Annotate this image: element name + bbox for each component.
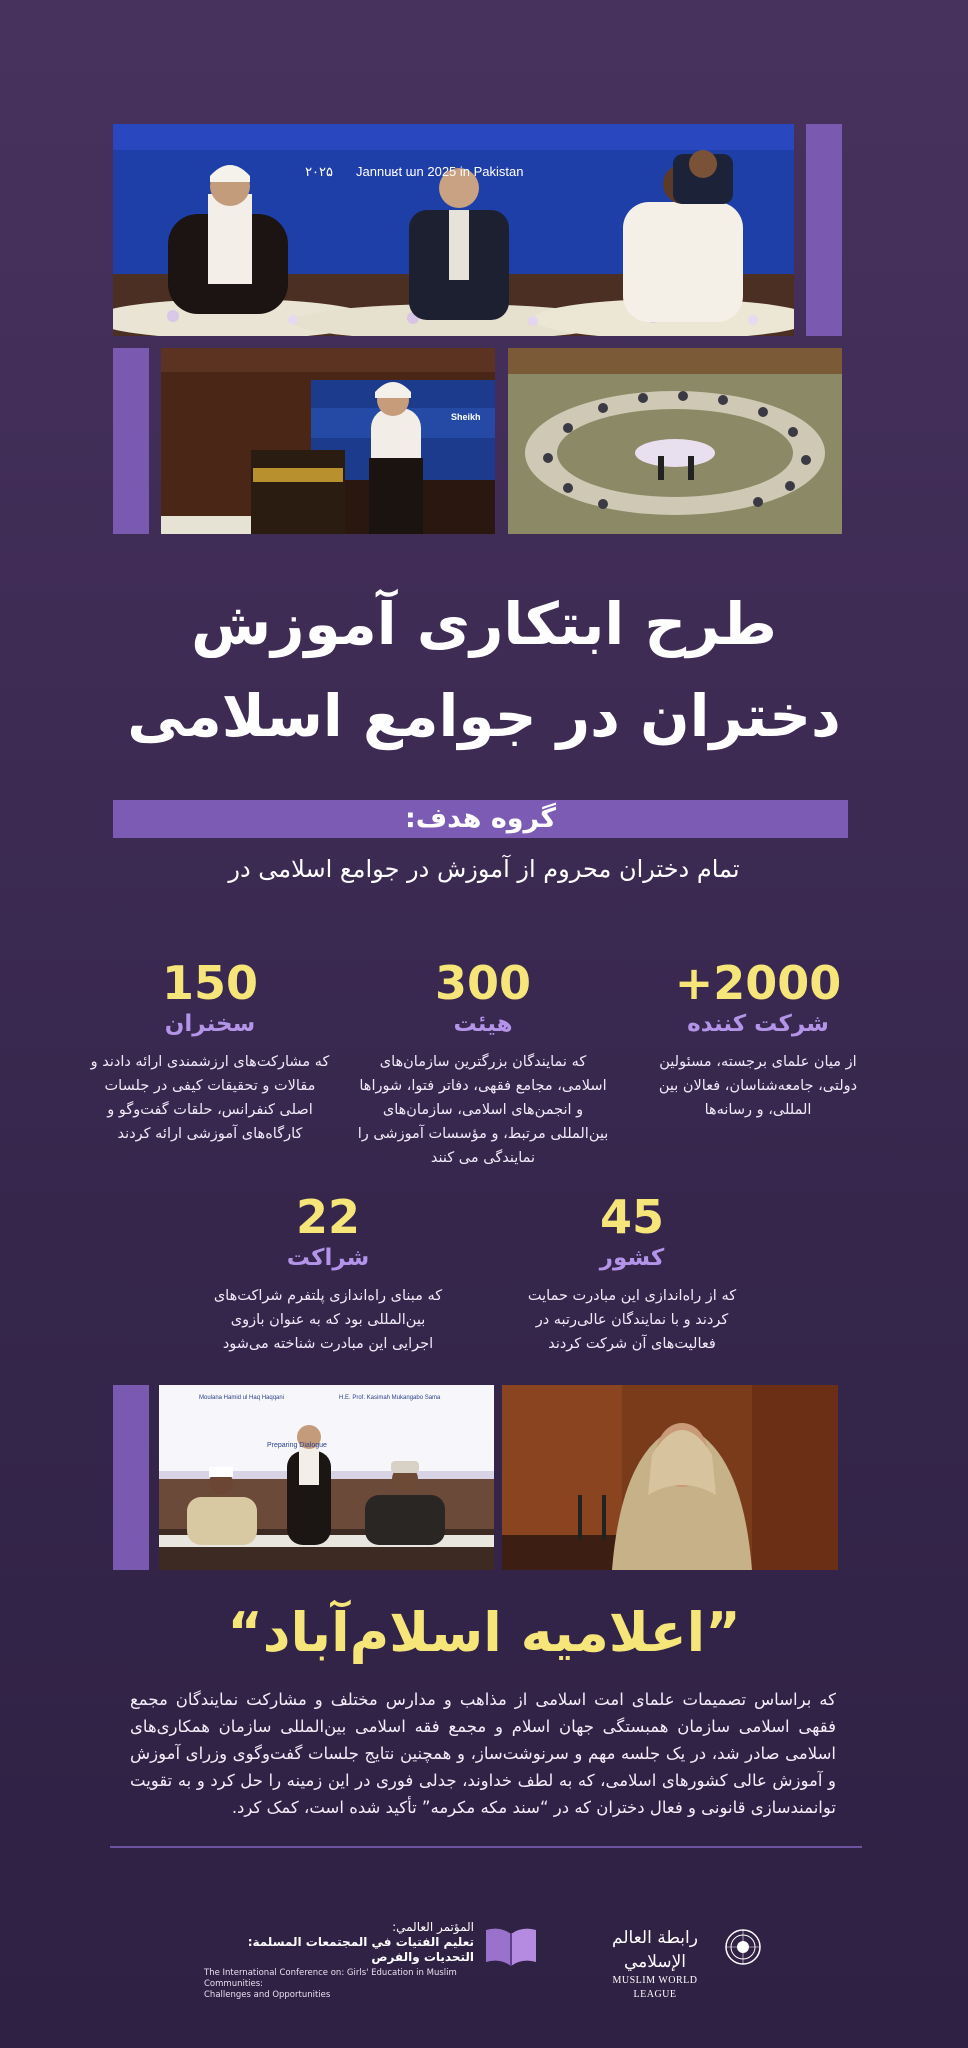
stat-countries-number: 45 [599,1190,664,1244]
declaration-title: ”اعلامیه اسلام‌آباد“ [227,1601,741,1664]
conference-book-logo [482,1924,540,1968]
stat-delegations-label: هیئت [453,1011,513,1037]
hero-banner-text-right: ۲۰۲۵ [305,164,333,179]
divider [110,1846,862,1848]
stat-speakers [90,956,330,1146]
stat-participants-desc: از میان علمای برجسته، مسئولین دولتی، جامعه‌شناسان، فعالان بین المللی، و رسانه‌ها [658,1054,858,1118]
mwl-logo-text [592,1926,718,2002]
stat-partnerships-desc: که مبنای راه‌اندازی پلتفرم شراکت‌های بین‌المللی بود که به عنوان بازوی اجرایی این مبادرت شناخته می‌شود [213,1288,443,1352]
target-group-text: تمام دختران محروم از آموزش در جوامع اسلامی در [228,855,740,883]
declaration-text: که براساس تصمیمات علمای امت اسلامی از مذاهب و مدارس مختلف و مشارکت نمایندگان مجمع فقهی اسلامی سازمان همبستگی جهان اسلام و مجمع فقه اسلامی بین‌المللی سازمان همکاری‌های اسلامی صادر شد، در یک جلسه مهم و سرنوشت‌ساز، و همچنین نتایج جلسات گفت‌وگوی وزرای آموزش و آموزش عالی کشورهای اسلامی، که به لطف خداوند، جدلی فوری در این زمینه را حل کرد و به تقویت توانمندسازی قانونی و فعال دختران که در “سند مکه مکرمه” تأکید شده است، کمک کرد. [130,1690,836,1817]
signing-name-right: H.E. Prof. Kasimah Mukangabo Sama [339,1395,441,1401]
stat-participants-number: 2000+ [674,956,842,1010]
speaker-podium-photo [161,348,495,534]
mwl-emblem-icon [724,1928,762,1966]
signing-banner: Preparing Dialogue [267,1442,327,1449]
footer-conference-en-line2: Challenges and Opportunities [204,1990,331,2000]
signing-ceremony-photo [159,1385,494,1570]
signing-name-left: Moulana Hamid ul Haq Haqqani [199,1395,285,1401]
stat-speakers-number: 150 [161,956,259,1010]
mwl-english-name: MUSLIM WORLD LEAGUE [612,1975,698,2000]
stat-participants-label: شرکت کننده [687,1011,829,1037]
round-table-hall-photo [508,348,842,534]
stat-delegations [355,956,611,1170]
footer-conference-ar-line1: المؤتمر العالمي: [392,1920,474,1934]
footer-conference [204,1920,474,2001]
stat-partnerships-number: 22 [295,1190,360,1244]
footer-conference-en-line1: The International Conference on: Girls' Education in Muslim Communities: [204,1968,457,1989]
footer-conference-ar-line2: تعليم الفتيات في المجتمعات المسلمة: التحديات والفرص [247,1935,474,1964]
hero-banner-text-left: Jannuʁt ɯn 2025 in Pakistan [356,164,524,179]
stat-speakers-label: سخنران [164,1011,256,1037]
stat-countries-label: کشور [599,1245,665,1271]
stat-participants [650,956,866,1122]
stat-partnerships-label: شراکت [286,1245,370,1271]
target-group-label: گروه هدف: [113,800,848,838]
mwl-arabic-name: رابطة العالم الإسلامي [612,1928,698,1972]
stat-delegations-number: 300 [434,956,532,1010]
hero-photo-officials [113,124,794,336]
stat-countries [522,1190,742,1356]
speaker-screen-caption: Sheikh [451,412,481,422]
accent-bar-mid-left [113,348,149,534]
stat-countries-desc: که از راه‌اندازی این مبادرت حمایت کردند و با نمایندگان عالی‌رتبه در فعالیت‌های آن شرکت کردند [527,1288,737,1352]
accent-bar-top-right [806,124,842,336]
accent-bar-bottom-left [113,1385,149,1570]
stat-delegations-desc: که نمایندگان بزرگترین سازمان‌های اسلامی، مجامع فقهی، دفاتر فتوا، شوراها و انجمن‌های اسلامی، سازمان‌های بین‌المللی مرتبط، و مؤسسات آموزشی را نمایندگی می کنند [357,1054,609,1166]
speaker-woman-photo [502,1385,838,1570]
stat-partnerships [208,1190,448,1356]
page-title: طرح ابتکاری آموزش دختران در جوامع اسلامی [127,590,841,750]
stat-speakers-desc: که مشارکت‌های ارزشمندی ارائه دادند و مقالات و تحقیقات کیفی در جلسات اصلی کنفرانس، حلقات گفت‌وگو و کارگاه‌های آموزشی ارائه کردند [90,1054,330,1142]
